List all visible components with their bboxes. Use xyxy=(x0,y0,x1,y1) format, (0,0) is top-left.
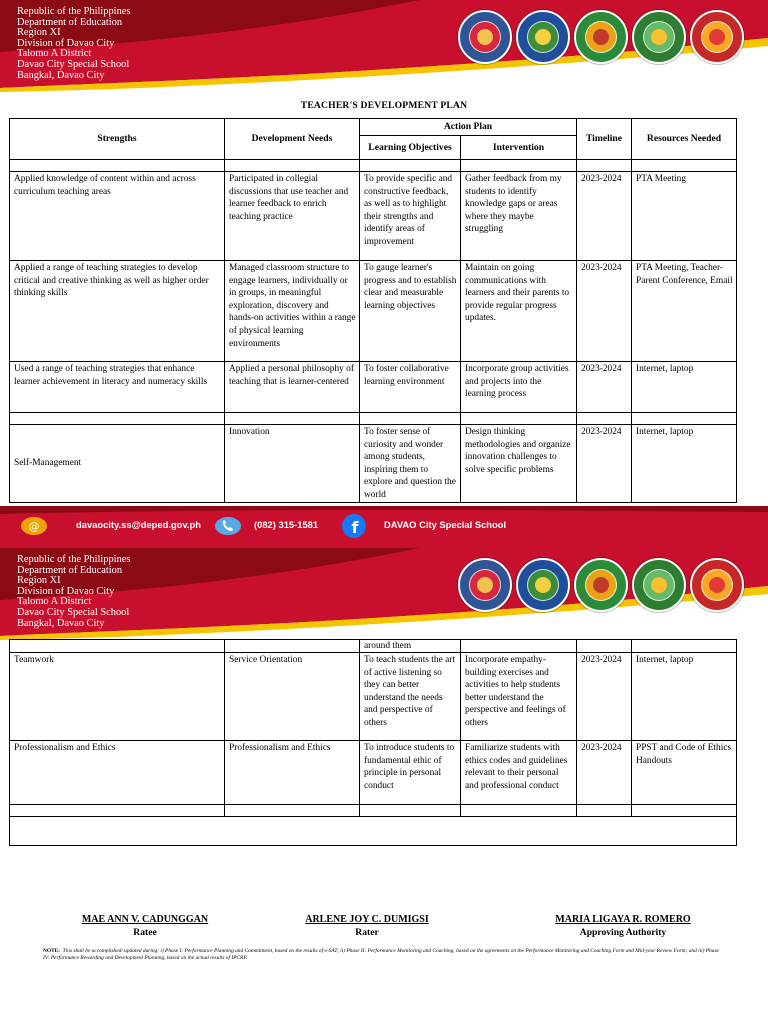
logo-row xyxy=(458,10,744,64)
resources-cell: Internet, laptop xyxy=(632,425,737,503)
header-development-needs: Development Needs xyxy=(225,119,360,160)
signatory-role: Ratee xyxy=(133,927,157,938)
address-line: Davao City Special School xyxy=(17,606,130,618)
intervention-cell: Gather feedback from my students to identify knowledge gaps or areas where they maybe struggling xyxy=(461,172,577,261)
objective-cell: To provide specific and constructive feedback, as well as to highlight their strengths and identify areas of improvement xyxy=(360,172,461,261)
svg-text:@: @ xyxy=(28,520,40,533)
footer-email[interactable]: davaocity.ss@deped.gov.ph xyxy=(76,519,201,530)
timeline-cell xyxy=(577,640,632,653)
signature-ratee xyxy=(60,914,230,938)
resources-cell: PTA Meeting, Teacher-Parent Conference, Email xyxy=(632,261,737,362)
address-line: Region XI xyxy=(17,27,61,39)
davao-city-seal-icon xyxy=(574,10,628,64)
address-line: Division of Davao City xyxy=(17,585,115,597)
table-row xyxy=(10,425,737,503)
objective-cell: To foster collaborative learning environment xyxy=(360,362,461,413)
timeline-cell: 2023-2024 xyxy=(577,425,632,503)
need-cell xyxy=(225,640,360,653)
strength-cell: Applied a range of teaching strategies to develop critical and creative thinking as well as higher order thinking skills xyxy=(10,261,225,362)
note-label: NOTE: xyxy=(43,948,61,954)
table-row xyxy=(10,172,737,261)
header-resources: Resources Needed xyxy=(632,119,737,160)
table-row xyxy=(10,261,737,362)
address-line: Republic of the Philippines xyxy=(17,554,131,565)
timeline-cell: 2023-2024 xyxy=(577,653,632,741)
intervention-cell: Familiarize students with ethics codes and guidelines relevant to their personal and professional conduct xyxy=(461,741,577,805)
deped-seal-icon xyxy=(458,558,512,612)
strength-cell xyxy=(10,425,225,503)
objective-cell: To introduce students to fundamental ethic of principle in personal conduct xyxy=(360,741,461,805)
development-plan-table-continued xyxy=(9,639,737,846)
note-body: This shall be accomplished/ updated during: i) Phase I: Performance Planning and Commitment, based on the results of e-SAT; ii) Phase II: Performance Monitoring and Coaching, based on the agreements on the Performance Monitoring and Coaching Form and Mid-year Review Form; and iii) Phase IV: Performance Rewarding and Development Planning, based on the actual results of IPCRF. xyxy=(43,948,719,961)
address-line: Region XI xyxy=(17,575,61,587)
address-line: Bangkal, Davao City xyxy=(17,69,105,81)
district-seal-icon xyxy=(632,10,686,64)
resources-cell: PPST and Code of Ethics Handouts xyxy=(632,741,737,805)
timeline-cell: 2023-2024 xyxy=(577,261,632,362)
resources-cell: Internet, laptop xyxy=(632,362,737,413)
letterhead-footer xyxy=(0,506,768,548)
table-row xyxy=(10,741,737,805)
school-address xyxy=(17,555,130,629)
timeline-cell: 2023-2024 xyxy=(577,741,632,805)
school-seal-icon xyxy=(690,10,744,64)
school-address xyxy=(17,7,130,81)
logo-row xyxy=(458,558,744,612)
deped-seal-icon xyxy=(458,10,512,64)
development-plan-table xyxy=(9,118,737,503)
letterhead-top xyxy=(0,0,768,92)
footer-facebook[interactable]: DAVAO City Special School xyxy=(384,519,507,530)
intervention-cell: Incorporate empathy-building exercises and activities to help students better understand the perspective and feelings of others xyxy=(461,653,577,741)
resources-cell: Internet, laptop xyxy=(632,653,737,741)
footer-phone[interactable]: (082) 315-1581 xyxy=(254,519,319,530)
address-line: Talomo A District xyxy=(17,596,92,608)
strength-cell xyxy=(10,640,225,653)
school-seal-icon xyxy=(690,558,744,612)
phone-icon xyxy=(214,516,242,536)
objective-cell: To teach students the art of active listening so they can better understand the needs and perspective of others xyxy=(360,653,461,741)
address-line: Talomo A District xyxy=(17,48,92,60)
davao-city-seal-icon xyxy=(574,558,628,612)
header-intervention: Intervention xyxy=(461,136,577,160)
need-cell: Managed classroom structure to engage learners, individually or in groups, in meaningful exploration, discovery and hands-on activities within a range of physical learning environments xyxy=(225,261,360,362)
blank-row xyxy=(10,805,737,817)
address-line: Division of Davao City xyxy=(17,37,115,49)
signatory-name: MAE ANN V. CADUNGGAN xyxy=(81,914,209,925)
table-row xyxy=(10,640,737,653)
resources-cell xyxy=(632,640,737,653)
header-learning-objectives: Learning Objectives xyxy=(360,136,461,160)
need-cell: Professionalism and Ethics xyxy=(225,741,360,805)
blank-row xyxy=(10,817,737,846)
need-cell: Innovation xyxy=(225,425,360,503)
document-title: TEACHER'S DEVELOPMENT PLAN xyxy=(300,100,468,111)
intervention-cell: Incorporate group activities and projects into the learning process xyxy=(461,362,577,413)
address-line: Department of Education xyxy=(17,16,123,28)
division-seal-icon xyxy=(516,10,570,64)
signature-approving-authority xyxy=(530,914,716,938)
need-cell: Service Orientation xyxy=(225,653,360,741)
timeline-cell: 2023-2024 xyxy=(577,362,632,413)
header-action-plan: Action Plan xyxy=(360,119,577,136)
table-row xyxy=(10,362,737,413)
timeline-cell: 2023-2024 xyxy=(577,172,632,261)
objective-cell: around them xyxy=(360,640,461,653)
signature-rater xyxy=(282,914,452,938)
strength-cell: Teamwork xyxy=(10,653,225,741)
signatory-role: Rater xyxy=(355,927,379,938)
address-line: Department of Education xyxy=(17,564,123,576)
svg-text:f: f xyxy=(351,518,359,537)
need-cell: Applied a personal philosophy of teaching that is learner-centered xyxy=(225,362,360,413)
district-seal-icon xyxy=(632,558,686,612)
objective-cell: To foster sense of curiosity and wonder among students, inspiring them to explore and question the world xyxy=(360,425,461,503)
signatory-name: ARLENE JOY C. DUMIGSI xyxy=(305,914,429,925)
strength-cell: Professionalism and Ethics xyxy=(10,741,225,805)
address-line: Bangkal, Davao City xyxy=(17,617,105,629)
header-timeline: Timeline xyxy=(577,119,632,160)
division-seal-icon xyxy=(516,558,570,612)
objective-cell: To gauge learner's progress and to establish clear and measurable learning objectives xyxy=(360,261,461,362)
strength-cell: Applied knowledge of content within and across curriculum teaching areas xyxy=(10,172,225,261)
strength-cell: Used a range of teaching strategies that enhance learner achievement in literacy and numeracy skills xyxy=(10,362,225,413)
blank-row xyxy=(10,160,737,172)
letterhead-top-page-2 xyxy=(0,548,768,640)
intervention-cell: Design thinking methodologies and organize innovation challenges to solve specific problems xyxy=(461,425,577,503)
blank-row xyxy=(10,413,737,425)
signatory-name: MARIA LIGAYA R. ROMERO xyxy=(555,914,691,925)
address-line: Davao City Special School xyxy=(17,58,130,70)
resources-cell: PTA Meeting xyxy=(632,172,737,261)
email-icon xyxy=(20,516,48,536)
table-row xyxy=(10,653,737,741)
header-strengths: Strengths xyxy=(10,119,225,160)
intervention-cell xyxy=(461,640,577,653)
strength-text: Self-Management xyxy=(14,458,82,469)
note-text xyxy=(43,948,723,962)
need-cell: Participated in collegial discussions that use teacher and learner feedback to enrich teaching practice xyxy=(225,172,360,261)
intervention-cell: Maintain on going communications with learners and their parents to provide regular progress updates. xyxy=(461,261,577,362)
address-line: Republic of the Philippines xyxy=(17,6,131,17)
facebook-icon xyxy=(341,513,367,539)
signatory-role: Approving Authority xyxy=(579,927,667,938)
